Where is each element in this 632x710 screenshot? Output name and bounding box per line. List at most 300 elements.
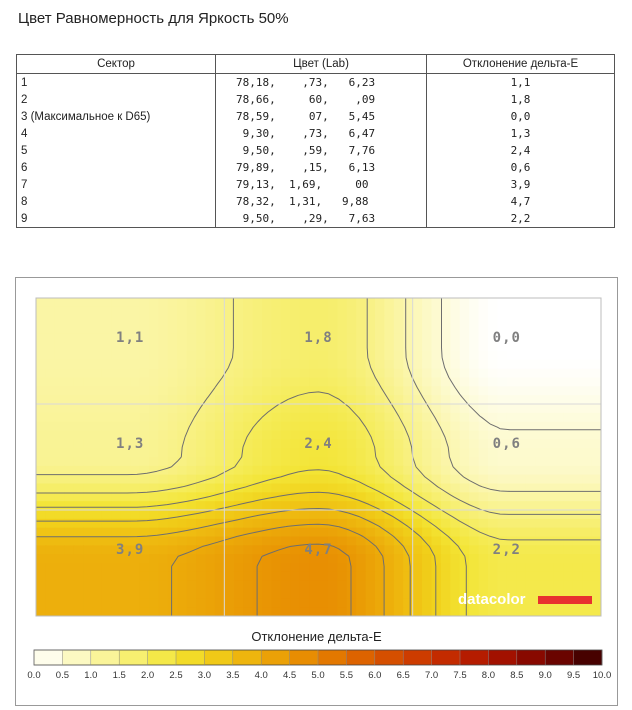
heatmap-cell <box>243 475 253 484</box>
heatmap-cell <box>319 422 329 431</box>
heatmap-cell <box>573 342 583 351</box>
heatmap-cell <box>563 545 573 554</box>
heatmap-cell <box>74 519 84 528</box>
heatmap-cell <box>140 590 150 599</box>
heatmap-cell <box>253 378 263 387</box>
heatmap-cell <box>130 395 140 404</box>
heatmap-cell <box>497 351 507 360</box>
heatmap-cell <box>592 395 602 404</box>
heatmap-cell <box>469 333 479 342</box>
heatmap-cell <box>319 457 329 466</box>
heatmap-cell <box>45 554 55 563</box>
heatmap-cell <box>111 501 121 510</box>
heatmap-cell <box>55 510 65 519</box>
heatmap-cell <box>300 351 310 360</box>
heatmap-cell <box>554 395 564 404</box>
heatmap-cell <box>243 590 253 599</box>
heatmap-cell <box>102 466 112 475</box>
heatmap-cell <box>479 307 489 316</box>
heatmap-cell <box>347 545 357 554</box>
heatmap-cell <box>573 448 583 457</box>
heatmap-cell <box>168 590 178 599</box>
heatmap-cell <box>187 537 197 546</box>
heatmap-cell <box>158 554 168 563</box>
heatmap-cell <box>347 404 357 413</box>
heatmap-cell <box>83 386 93 395</box>
heatmap-cell <box>497 298 507 307</box>
heatmap-cell <box>55 598 65 607</box>
heatmap-cell <box>535 386 545 395</box>
heatmap-cell <box>102 378 112 387</box>
heatmap-cell <box>526 572 536 581</box>
heatmap-cell <box>403 466 413 475</box>
heatmap-cell <box>413 325 423 334</box>
heatmap-cell <box>413 554 423 563</box>
heatmap-cell <box>262 492 272 501</box>
heatmap-cell <box>149 351 159 360</box>
legend-tick-label: 4.0 <box>254 670 268 681</box>
heatmap-cell <box>545 351 555 360</box>
datacolor-logo-bar <box>538 596 592 604</box>
heatmap-cell <box>526 307 536 316</box>
heatmap-cell <box>413 475 423 484</box>
heatmap-cell <box>196 342 206 351</box>
heatmap-cell <box>215 581 225 590</box>
heatmap-cell <box>526 439 536 448</box>
heatmap-cell <box>573 545 583 554</box>
heatmap-cell <box>158 537 168 546</box>
heatmap-cell <box>366 395 376 404</box>
heatmap-cell <box>337 333 347 342</box>
heatmap-cell <box>64 457 74 466</box>
heatmap-cell <box>149 475 159 484</box>
heatmap-cell <box>413 333 423 342</box>
heatmap-cell <box>243 395 253 404</box>
heatmap-cell <box>149 448 159 457</box>
heatmap-cell <box>253 298 263 307</box>
heatmap-cell <box>469 466 479 475</box>
heatmap-cell <box>413 439 423 448</box>
heatmap-cell <box>526 457 536 466</box>
heatmap-cell <box>582 492 592 501</box>
heatmap-cell <box>422 351 432 360</box>
heatmap-cell <box>224 598 234 607</box>
heatmap-cell <box>422 457 432 466</box>
heatmap-cell <box>573 325 583 334</box>
heatmap-cell <box>149 298 159 307</box>
heatmap-cell <box>130 484 140 493</box>
heatmap-cell <box>36 572 46 581</box>
heatmap-cell <box>196 316 206 325</box>
heatmap-cell <box>526 448 536 457</box>
heatmap-cell <box>422 333 432 342</box>
heatmap-cell <box>394 316 404 325</box>
heatmap-cell <box>262 351 272 360</box>
heatmap-cell <box>36 360 46 369</box>
heatmap-cell <box>93 386 103 395</box>
heatmap-cell <box>300 316 310 325</box>
heatmap-cell <box>83 351 93 360</box>
heatmap-cell <box>460 448 470 457</box>
heatmap-cell <box>328 563 338 572</box>
sector-value-label: 1,8 <box>304 330 333 346</box>
heatmap-cell <box>83 369 93 378</box>
heatmap-cell <box>149 378 159 387</box>
heatmap-cell <box>177 422 187 431</box>
heatmap-cell <box>366 581 376 590</box>
heatmap-cell <box>130 307 140 316</box>
heatmap-cell <box>356 369 366 378</box>
heatmap-cell <box>111 563 121 572</box>
heatmap-cell <box>55 457 65 466</box>
heatmap-cell <box>554 316 564 325</box>
heatmap-cell <box>366 607 376 616</box>
heatmap-cell <box>64 598 74 607</box>
heatmap-cell <box>243 528 253 537</box>
heatmap-cell <box>554 386 564 395</box>
heatmap-cell <box>394 457 404 466</box>
heatmap-cell <box>535 537 545 546</box>
heatmap-cell <box>102 369 112 378</box>
heatmap-cell <box>432 369 442 378</box>
heatmap-cell <box>413 413 423 422</box>
heatmap-cell <box>516 501 526 510</box>
heatmap-cell <box>187 439 197 448</box>
heatmap-cell <box>83 448 93 457</box>
heatmap-cell <box>469 457 479 466</box>
heatmap-cell <box>479 351 489 360</box>
heatmap-cell <box>64 607 74 616</box>
heatmap-cell <box>262 386 272 395</box>
heatmap-cell <box>488 386 498 395</box>
heatmap-cell <box>479 563 489 572</box>
heatmap-cell <box>187 554 197 563</box>
heatmap-cell <box>507 378 517 387</box>
heatmap-cell <box>384 545 394 554</box>
heatmap-cell <box>479 581 489 590</box>
heatmap-cell <box>337 581 347 590</box>
heatmap-cell <box>130 501 140 510</box>
heatmap-cell <box>281 598 291 607</box>
heatmap-cell <box>206 431 216 440</box>
heatmap-cell <box>516 475 526 484</box>
heatmap-cell <box>36 457 46 466</box>
heatmap-cell <box>422 413 432 422</box>
heatmap-cell <box>196 492 206 501</box>
heatmap-cell <box>582 537 592 546</box>
heatmap-cell <box>271 298 281 307</box>
heatmap-cell <box>36 422 46 431</box>
heatmap-cell <box>102 351 112 360</box>
heatmap-cell <box>206 316 216 325</box>
heatmap-cell <box>93 431 103 440</box>
heatmap-cell <box>432 439 442 448</box>
heatmap-cell <box>224 333 234 342</box>
heatmap-cell <box>432 510 442 519</box>
heatmap-cell <box>177 572 187 581</box>
heatmap-cell <box>347 360 357 369</box>
heatmap-cell <box>74 545 84 554</box>
heatmap-cell <box>582 563 592 572</box>
heatmap-cell <box>413 448 423 457</box>
heatmap-cell <box>422 386 432 395</box>
heatmap-cell <box>243 342 253 351</box>
heatmap-cell <box>300 475 310 484</box>
heatmap-cell <box>450 537 460 546</box>
heatmap-cell <box>479 342 489 351</box>
heatmap-cell <box>168 413 178 422</box>
heatmap-cell <box>347 325 357 334</box>
heatmap-cell <box>55 351 65 360</box>
heatmap-cell <box>394 448 404 457</box>
heatmap-cell <box>328 510 338 519</box>
heatmap-cell <box>74 510 84 519</box>
heatmap-cell <box>168 537 178 546</box>
heatmap-cell <box>309 404 319 413</box>
heatmap-cell <box>290 590 300 599</box>
heatmap-cell <box>545 360 555 369</box>
heatmap-cell <box>271 466 281 475</box>
heatmap-cell <box>215 395 225 404</box>
heatmap-cell <box>45 590 55 599</box>
heatmap-cell <box>290 369 300 378</box>
heatmap-cell <box>479 333 489 342</box>
heatmap-cell <box>187 572 197 581</box>
heatmap-cell <box>413 431 423 440</box>
heatmap-cell <box>309 351 319 360</box>
heatmap-cell <box>83 581 93 590</box>
heatmap-cell <box>74 431 84 440</box>
heatmap-cell <box>337 378 347 387</box>
heatmap-cell <box>36 378 46 387</box>
heatmap-cell <box>563 501 573 510</box>
heatmap-cell <box>460 528 470 537</box>
heatmap-cell <box>290 404 300 413</box>
heatmap-cell <box>215 360 225 369</box>
heatmap-cell <box>356 378 366 387</box>
heatmap-cell <box>177 590 187 599</box>
heatmap-cell <box>281 369 291 378</box>
legend-tick-label: 10.0 <box>592 670 612 681</box>
heatmap-cell <box>140 510 150 519</box>
legend-tick-label: 2.0 <box>140 670 155 681</box>
heatmap-cell <box>592 448 602 457</box>
heatmap-cell <box>356 333 366 342</box>
heatmap-cell <box>337 431 347 440</box>
heatmap-cell <box>356 457 366 466</box>
heatmap-cell <box>563 563 573 572</box>
heatmap-cell <box>74 484 84 493</box>
table-row <box>17 108 615 125</box>
heatmap-cell <box>93 342 103 351</box>
heatmap-cell <box>507 298 517 307</box>
heatmap-cell <box>384 501 394 510</box>
heatmap-cell <box>64 572 74 581</box>
heatmap-cell <box>507 563 517 572</box>
lab-cell: 78,59, 07, 5,45 <box>216 108 427 125</box>
heatmap-cell <box>206 528 216 537</box>
heatmap-cell <box>111 598 121 607</box>
heatmap-cell <box>469 492 479 501</box>
heatmap-cell <box>187 590 197 599</box>
heatmap-cell <box>253 316 263 325</box>
heatmap-cell <box>450 325 460 334</box>
heatmap-cell <box>149 492 159 501</box>
heatmap-cell <box>158 545 168 554</box>
sector-value-label: 1,3 <box>116 436 145 452</box>
heatmap-cell <box>592 545 602 554</box>
heatmap-cell <box>469 351 479 360</box>
heatmap-cell <box>243 572 253 581</box>
heatmap-cell <box>74 537 84 546</box>
heatmap-cell <box>93 554 103 563</box>
table-row <box>17 210 615 228</box>
heatmap-cell <box>55 395 65 404</box>
heatmap-cell <box>290 457 300 466</box>
heatmap-cell <box>262 413 272 422</box>
heatmap-cell <box>224 422 234 431</box>
heatmap-cell <box>554 554 564 563</box>
heatmap-cell <box>563 316 573 325</box>
legend-tick-label: 2.5 <box>169 670 183 681</box>
sector-value-label: 0,0 <box>492 330 521 346</box>
heatmap-cell <box>224 492 234 501</box>
heatmap-cell <box>469 448 479 457</box>
heatmap-cell <box>36 395 46 404</box>
heatmap-cell <box>545 501 555 510</box>
heatmap-cell <box>271 598 281 607</box>
heatmap-cell <box>281 554 291 563</box>
heatmap-cell <box>281 378 291 387</box>
heatmap-cell <box>384 413 394 422</box>
heatmap-cell <box>479 457 489 466</box>
heatmap-cell <box>102 545 112 554</box>
heatmap-cell <box>224 448 234 457</box>
sector-value-label: 2,2 <box>492 542 521 558</box>
heatmap-cell <box>168 378 178 387</box>
heatmap-cell <box>479 466 489 475</box>
heatmap-cell <box>206 404 216 413</box>
heatmap-cell <box>102 492 112 501</box>
heatmap-cell <box>582 572 592 581</box>
heatmap-cell <box>375 307 385 316</box>
heatmap-cell <box>224 475 234 484</box>
heatmap-cell <box>102 510 112 519</box>
legend-swatch <box>119 650 148 665</box>
heatmap-cell <box>460 572 470 581</box>
heatmap-cell <box>196 510 206 519</box>
heatmap-cell <box>309 360 319 369</box>
heatmap-cell <box>83 413 93 422</box>
heatmap-cell <box>309 413 319 422</box>
heatmap-cell <box>573 351 583 360</box>
heatmap-cell <box>394 351 404 360</box>
heatmap-cell <box>592 607 602 616</box>
heatmap-cell <box>422 395 432 404</box>
heatmap-cell <box>83 333 93 342</box>
heatmap-cell <box>130 572 140 581</box>
heatmap-cell <box>206 439 216 448</box>
heatmap-cell <box>140 378 150 387</box>
heatmap-cell <box>545 519 555 528</box>
heatmap-cell <box>309 457 319 466</box>
heatmap-cell <box>215 431 225 440</box>
legend-swatch <box>261 650 290 665</box>
heatmap-cell <box>432 351 442 360</box>
heatmap-cell <box>253 431 263 440</box>
heatmap-cell <box>337 607 347 616</box>
heatmap-cell <box>74 590 84 599</box>
heatmap-cell <box>592 360 602 369</box>
heatmap-cell <box>526 563 536 572</box>
heatmap-cell <box>432 572 442 581</box>
heatmap-cell <box>55 360 65 369</box>
heatmap-cell <box>366 466 376 475</box>
heatmap-cell <box>253 351 263 360</box>
heatmap-cell <box>206 457 216 466</box>
heatmap-cell <box>488 510 498 519</box>
heatmap-cell <box>168 545 178 554</box>
heatmap-cell <box>300 572 310 581</box>
heatmap-cell <box>328 590 338 599</box>
heatmap-cell <box>45 563 55 572</box>
heatmap-cell <box>253 457 263 466</box>
heatmap-cell <box>450 439 460 448</box>
heatmap-cell <box>140 581 150 590</box>
heatmap-cell <box>36 537 46 546</box>
heatmap-cell <box>384 563 394 572</box>
heatmap-cell <box>563 404 573 413</box>
heatmap-cell <box>563 386 573 395</box>
heatmap-cell <box>573 298 583 307</box>
heatmap-cell <box>526 369 536 378</box>
heatmap-cell <box>526 351 536 360</box>
heatmap-cell <box>319 484 329 493</box>
heatmap-cell <box>74 422 84 431</box>
heatmap-cell <box>243 369 253 378</box>
heatmap-cell <box>535 572 545 581</box>
sector-cell: 8 <box>17 193 216 210</box>
heatmap-cell <box>243 298 253 307</box>
heatmap-cell <box>516 413 526 422</box>
heatmap-cell <box>592 590 602 599</box>
heatmap-cell <box>526 466 536 475</box>
heatmap-cell <box>384 598 394 607</box>
heatmap-cell <box>592 316 602 325</box>
heatmap-cell <box>366 369 376 378</box>
lab-cell: 78,66, 60, ,09 <box>216 91 427 108</box>
heatmap-cell <box>234 422 244 431</box>
heatmap-cell <box>234 545 244 554</box>
heatmap-cell <box>479 572 489 581</box>
heatmap-cell <box>74 448 84 457</box>
heatmap-cell <box>102 360 112 369</box>
heatmap-cell <box>290 563 300 572</box>
heatmap-cell <box>281 342 291 351</box>
heatmap-cell <box>441 607 451 616</box>
heatmap-cell <box>460 545 470 554</box>
heatmap-cell <box>432 466 442 475</box>
heatmap-cell <box>168 519 178 528</box>
heatmap-cell <box>93 422 103 431</box>
heatmap-cell <box>582 316 592 325</box>
heatmap-cell <box>149 422 159 431</box>
heatmap-cell <box>130 298 140 307</box>
heatmap-cell <box>187 466 197 475</box>
heatmap-cell <box>488 360 498 369</box>
heatmap-cell <box>262 342 272 351</box>
heatmap-cell <box>121 563 131 572</box>
